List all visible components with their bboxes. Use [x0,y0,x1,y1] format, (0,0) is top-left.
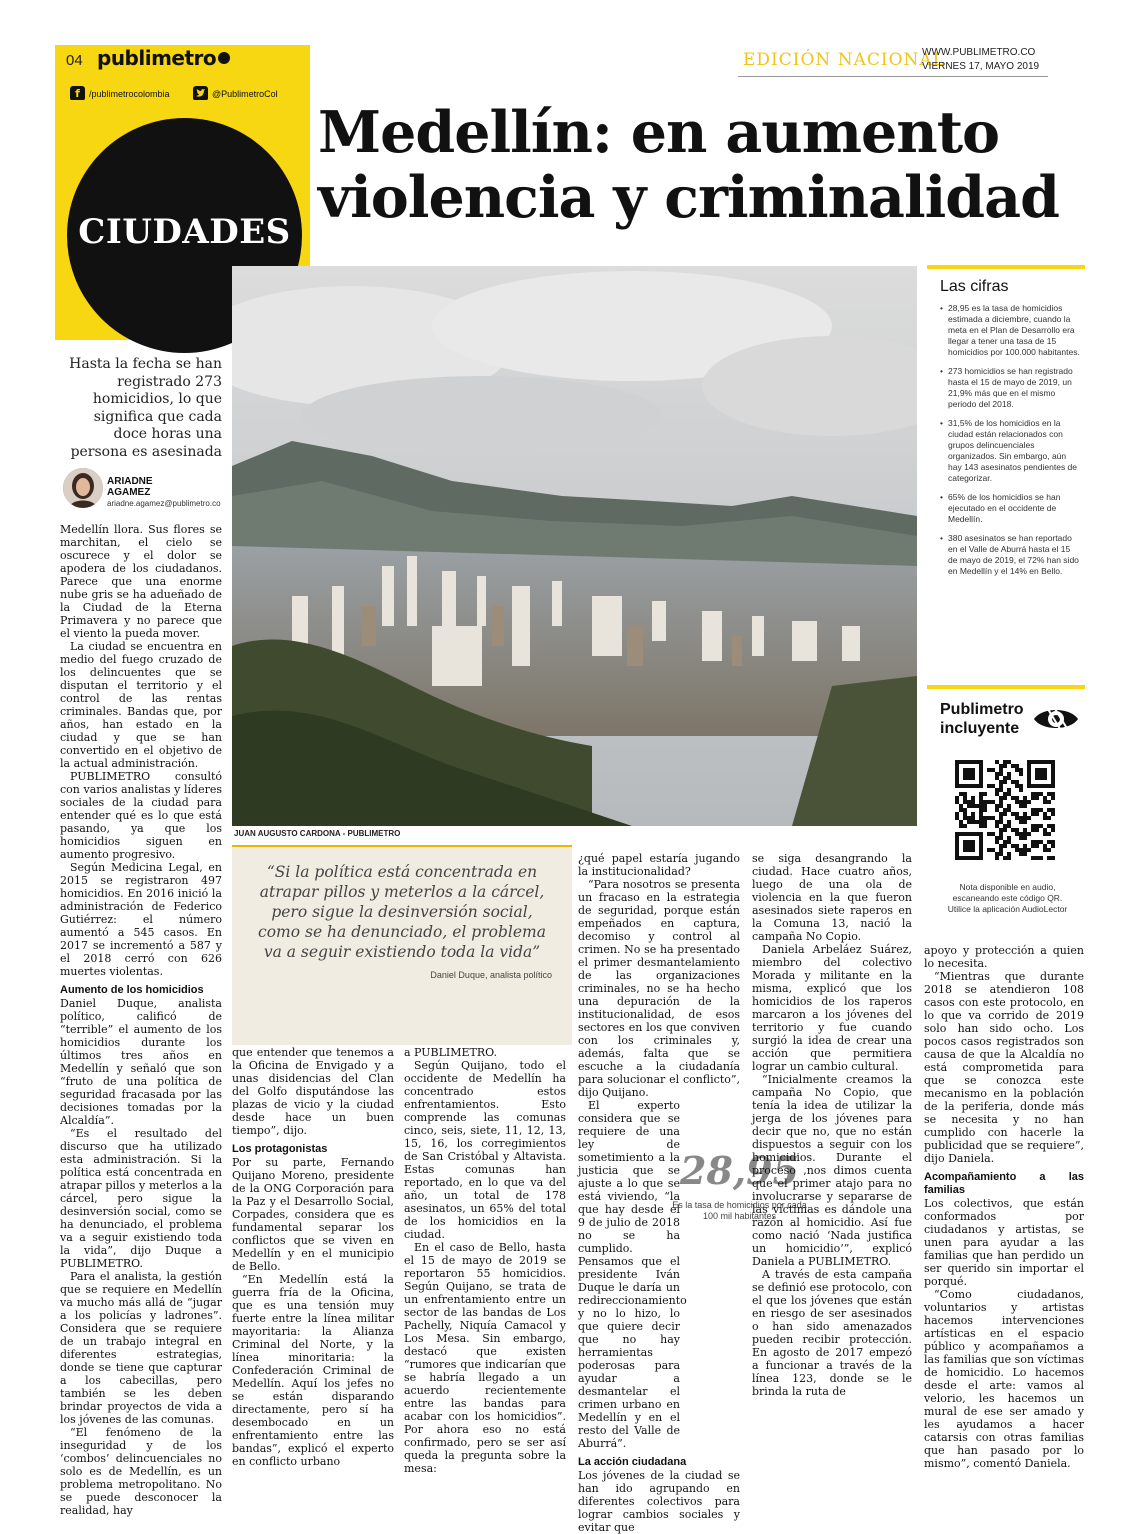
paragraph: PUBLIMETRO consultó con varios analistas y líderes sociales de la ciudad para entender qué es lo que está pasando, ya que los homicidios siguen en aumento progresivo. [60,770,222,861]
page-number: 04 [66,52,83,69]
paragraph: En el caso de Bello, hasta el 15 de mayo de 2019 se reportaron 55 homicidios. Según Quijano, se trata de un enfrentamiento entre un sector de las bandas de Los Pachelly, Niquía Camacol y Los Mesa. Sin embargo, destacó que existen “rumores que indicarían que se habría llegado a un acuerdo recientemente entre las bandas para acabar con los homicidios”. Por ahora eso no está confirmado, pero se ser así queda la pregunta sobre la mesa: [404,1241,566,1475]
city-photo [232,266,917,826]
sidebar-rule [927,685,1085,689]
twitter-link[interactable] [193,86,278,101]
facebook-link[interactable] [70,86,170,101]
figures-list [940,303,1080,585]
paragraph: ¿qué papel estaría jugando la institucionalidad? [578,852,740,878]
article-column-2 [232,1046,394,1468]
paragraph: Medellín llora. Sus flores se marchitan, el cielo se oscurece y el dolor se apodera de los ciudadanos. Parece que una enorme nube gris se ha adueñado de la Ciudad de la Eterna Primavera y no parece que el viento la pueda mover. [60,523,222,640]
paragraph: “Mientras que durante 2018 se atendieron 108 casos con este protocolo, en lo que va corrido de 2019 solo han sido ocho. Los pocos casos registrados son causa de que la Alcaldía no está comprometida para que se conozca este mecanismo en la población de la periferia, donde más se necesita y no han cumplido con hacerle la publicidad que se requiere”, dijo Daniela. [924,970,1084,1165]
list-item: • 28,95 es la tasa de homicidios estimada a diciembre, cuando la meta en el Plan de Desarrollo era llegar a tener una tasa de 15 homicidios por 100.000 habitantes. [940,303,1080,358]
paragraph: “Para nosotros se presenta un fracaso en la estrategia de seguridad, porque están empeñados en captura, decomiso y control al crimen. No se ha presentado el primer desmantelamiento de las organizaciones criminales, no se ha hecho una depuración de la institucionalidad, de esos sectores en los que conviven con los criminales y, además, falta que se escuche a la ciudadanía para solucionar el conflicto”, dijo Quijano. [578,878,740,1099]
author-first-name: ARIADNE [107,476,153,487]
paragraph: Daniel Duque, analista político, calificó de “terrible” el aumento de los homicidios durante los últimos tres años en Medellín y señaló que son “fruto de una política de seguridad fracasada por las decisiones tomadas por la Alcaldía”. [60,997,222,1127]
paragraph: Los colectivos, que están conformados por ciudadanos y artistas, se unen para ayudar a las familias que han perdido un ser querido sin importar el porqué. [924,1197,1084,1288]
article-column-6 [924,944,1084,1470]
paragraph: Para el analista, la gestión que se requiere en Medellín va mucho más allá de “jugar a los policías y ladrones”. Considera que se requiere de un trabajo integral en diferentes estrategias, donde se tiene que capturar a los cabecillas, pero también se les deben brindar proyectos de vida a los jóvenes de las comunas. [60,1270,222,1426]
paragraph: se siga desangrando la ciudad. Hace cuatro años, luego de una ola de violencia en la que fueron asesinados siete raperos en la Comuna 13, nació la campaña No Copio. [752,852,912,943]
subheading: Acompañamiento a las familias [924,1171,1084,1196]
qr-code[interactable] [955,760,1055,860]
section-title: CIUDADES [78,212,291,252]
sidebar-rule [927,265,1085,269]
paragraph: Según Medicina Legal, en 2015 se registraron 497 homicidios. En 2016 inició la administración de Federico Gutiérrez: el número aumentó a 545 casos. En 2017 se incrementó a 587 y el 2018 cerró con 626 muertes violentas. [60,861,222,978]
article-column-4 [578,852,740,1534]
article-column-1 [60,523,222,1517]
facebook-handle: /publimetrocolombia [89,88,170,99]
brand-globe-icon [218,52,230,64]
inclusive-label [940,700,1024,738]
paragraph: “El fenómeno de la inseguridad y de los ‘combos’ delincuenciales no solo es de Medellín, es un problema metropolitano. No se puede desconocer la realidad, hay [60,1426,222,1517]
stat-value: 28,95 [680,1148,799,1193]
issue-date: VIERNES 17, MAYO 2019 [922,61,1040,72]
list-item: • 31,5% de los homicidios en la ciudad están relacionados con grupos delincuenciales organizados. Sin embargo, aún hay 143 asesinatos pendientes de categorizar. [940,418,1080,484]
paragraph: “En Medellín está la guerra fría de la Oficina, que es una tensión muy fuerte entre la línea militar mayoritaria: la Alianza Criminal del Norte, y la línea minoritaria: la Confederación Criminal de Medellín. Aquí los jefes no se están disparando directamente, pero sí ha desembocado en un enfrentamiento entre las bandas”, explicó el experto en conflicto urbano [232,1273,394,1468]
stat-caption: Es la tasa de homicidios por cada 100 mil habitantes [672,1200,807,1221]
eye-icon [1032,702,1080,740]
paragraph: El experto considera que se requiere de una ley de sometimiento a la justicia que se ajuste a lo que se está viviendo, “la que hay desde el 9 de julio de 2018 no se ha cumplido. Pensamos que el presidente Iván Duque le daría un redireccionamiento y no lo hizo, lo que quiere decir que no hay herramientas poderosas para ayudar a desmantelar el crimen urbano en Medellín y en el resto del Valle de Aburrá”. [578,1099,687,1450]
subheading: La acción ciudadana [578,1456,687,1468]
author-email[interactable]: ariadne.agamez@publimetro.co [107,499,221,508]
paragraph: apoyo y protección a quien lo necesita. [924,944,1084,970]
audio-note: Nota disponible en audio, escaneando este código QR. Utilice la aplicación AudioLector [947,882,1068,914]
paragraph: Daniela Arbeláez Suárez, miembro del colectivo Morada y militante en la misma, explicó que los homicidios de los raperos marcaron a los jóvenes del territorio y fue cuando surgió la idea de crear una acción que permitiera lograr un cambio cultural. [752,943,912,1073]
paragraph: Por su parte, Fernando Quijano Moreno, presidente de la ONG Corporación para la Paz y el Desarrollo Social, Corpades, considera que es fundamental separar los conflictos que se viven en Medellín y en el municipio de Bello. [232,1156,394,1273]
author-avatar [63,468,103,508]
subheading: Los protagonistas [232,1143,328,1155]
brand-logo[interactable] [97,46,230,70]
edition-label: EDICIÓN NACIONAL [743,50,945,70]
paragraph: a PUBLIMETRO. [404,1046,498,1059]
medellin-skyline-image [232,266,917,826]
paragraph: A través de esta campaña se definió ese protocolo, con el que los jóvenes que están en riesgo de ser asesinados o han sido amenazados pueden recibir protección. En agosto de 2017 empezó a funcionar a través de la línea 123, donde se le brinda la ruta de [752,1268,912,1398]
paragraph: “Como ciudadanos, voluntarios y artistas hacemos intervenciones artísticas en el espacio público y acompañamos a las familias que son víctimas de homicidio. Lo hacemos desde el arte: vamos al velorio, les hacemos un mural de ese ser amado y les ayudamos a hacer catarsis con otras familias que han pasado por lo mismo”, comentó Daniela. [924,1288,1084,1470]
pull-quote: “Si la política está concentrada en atrapar pillos y meterlos a la cárcel, pero sigue la desinversión social, como se ha denunciado, el problema va a seguir existiendo toda la vida” [258,863,546,961]
author-last-name: AGAMEZ [107,487,151,498]
subtitle: Hasta la fecha se han registrado 273 homicidios, lo que significa que cada doce horas una persona es asesinada [69,356,222,460]
paragraph: Según Quijano, todo el occidente de Medellín ha concentrado estos enfrentamientos. Esto comprende las comunas cinco, seis, siete, 11, 12, 13, 15, 16, los corregimientos de San Cristóbal y Altavista. Estas comunas han reportado, en lo que va del año, un total de 178 asesinatos, un 65% del total de los homicidios en la ciudad. [404,1059,566,1241]
paragraph: “Es el resultado del discurso que ha utilizado esta administración. Si la política está concentrada en atrapar pillos y meterlos a la cárcel, pero sigue la desinversión social, como se ha denunciado, el problema va a seguir existiendo toda la vida”, dijo Duque a PUBLIMETRO. [60,1127,222,1270]
author-name [107,476,153,498]
pull-quote-rule [232,845,572,847]
twitter-icon [193,86,208,101]
article-column-5 [752,852,912,1398]
site-url[interactable]: WWW.PUBLIMETRO.CO [922,47,1036,58]
subheading: Aumento de los homicidios [60,984,204,996]
article-column-3 [404,1046,566,1475]
pull-quote-author: Daniel Duque, analista político [430,970,552,980]
twitter-handle: @PublimetroCol [212,88,278,99]
inclusive-line-1: Publimetro [940,701,1024,718]
paragraph: Los jóvenes de la ciudad se han ido agrupando en diferentes colectivos para lograr cambios sociales y evitar que [578,1469,740,1534]
inclusive-line-2: incluyente [940,720,1020,737]
paragraph: que entender que tenemos a la Oficina de Envigado y a unas disidencias del Clan del Golfo disputándose las plazas de vicio y la ciudad desde hace un buen tiempo”, dijo. [232,1046,394,1137]
list-item: • 380 asesinatos se han reportado en el Valle de Aburrá hasta el 15 de mayo de 2019, el 72% han sido en Medellín y el 14% en Bello. [940,533,1080,577]
paragraph: La ciudad se encuentra en medio del fuego cruzado de los delincuentes que se disputan el territorio y el control de las rentas criminales. Bandas que, por años, han estado en la ciudad y que se han convertido en el objetivo de la actual administración. [60,640,222,770]
header-divider [738,76,1048,77]
photo-credit: JUAN AUGUSTO CARDONA - PUBLIMETRO [234,829,401,838]
paragraph: “Inicialmente creamos la campaña No Copio, que tenía la idea de utilizar la jerga de los jóvenes para decir que no, que no están dispuestos a seguir con los homicidios. Durante el proceso ,nos dimos cuenta que el primer atajo para no involucrarse y separarse de las víctimas es dándole una razón al homicidio. Así fue como nació ‘Nada justifica un homicidio’”, explicó Daniela a PUBLIMETRO. [752,1073,912,1268]
facebook-icon: f [70,86,85,101]
sidebar-title: Las cifras [940,278,1009,295]
headline: Medellín: en aumento violencia y criminalidad [318,99,1059,231]
list-item: • 65% de los homicidios se han ejecutado en el occidente de Medellín. [940,492,1080,525]
list-item: • 273 homicidios se han registrado hasta el 15 de mayo de 2019, un 21,9% más que en el mismo periodo del 2018. [940,366,1080,410]
brand-name: publimetro [97,46,217,70]
